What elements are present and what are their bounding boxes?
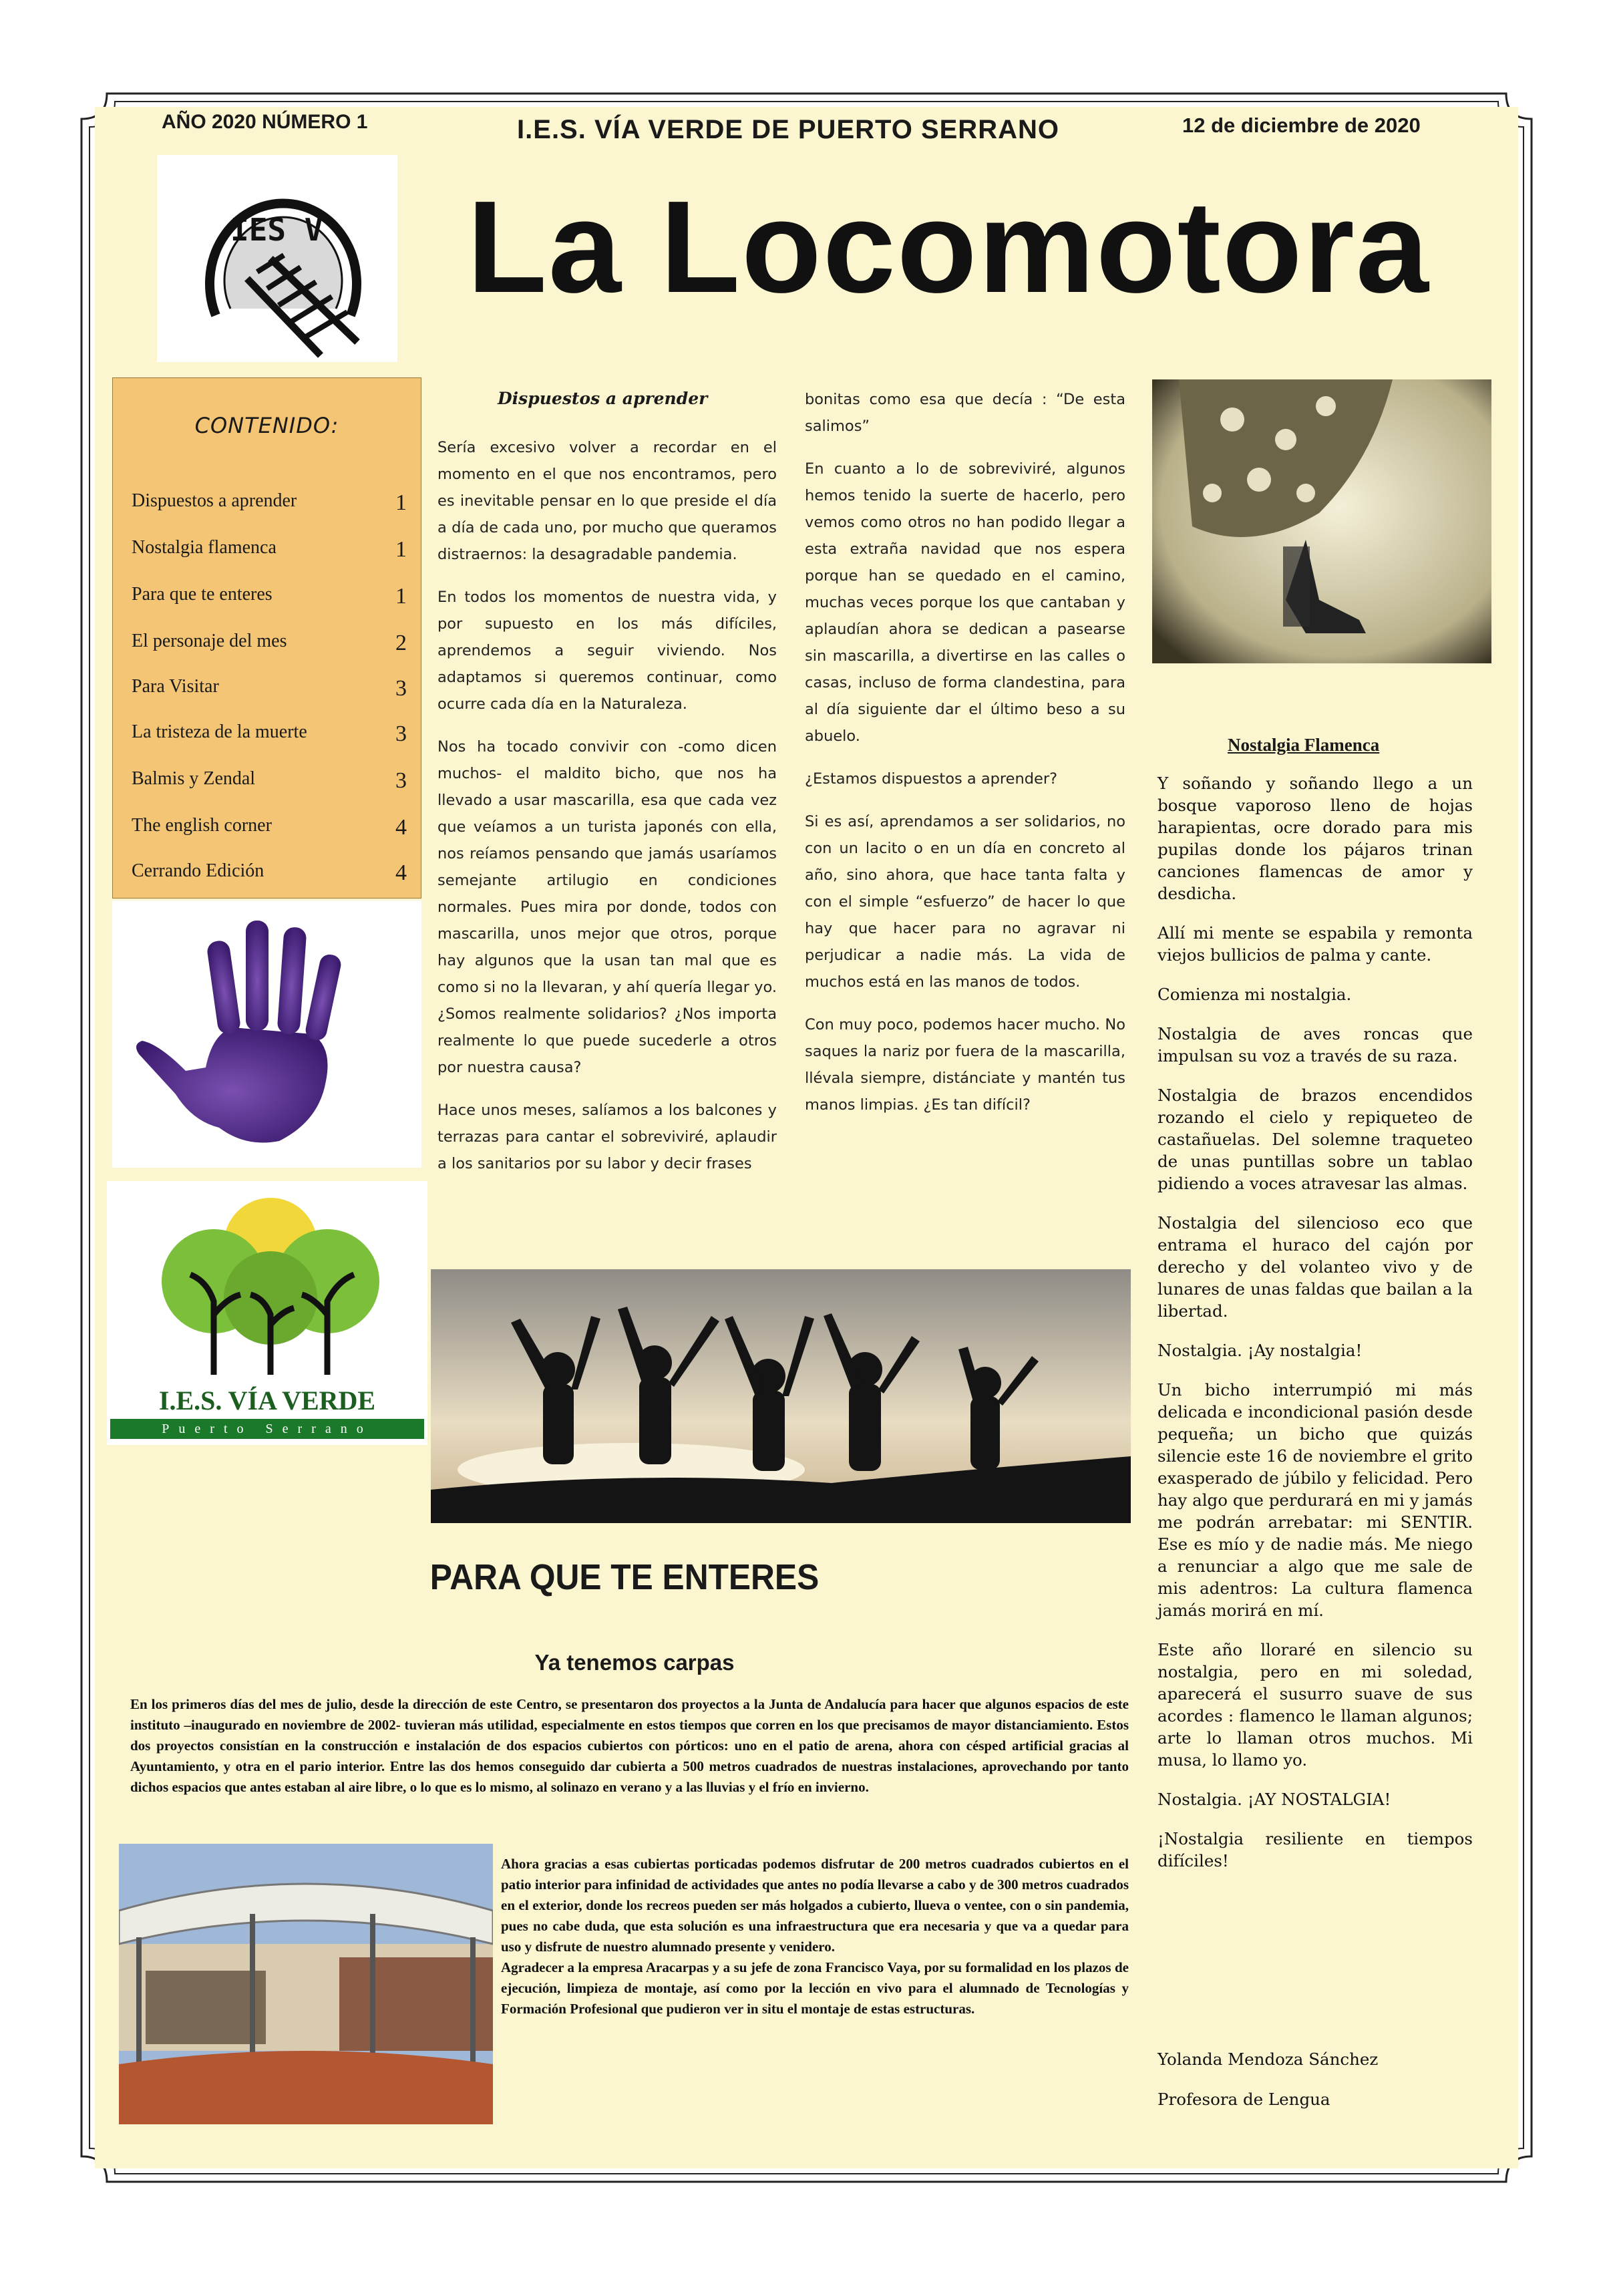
school-logo-name: I.E.S. VÍA VERDE xyxy=(158,1385,376,1416)
article-author-role: Profesora de Lengua xyxy=(1157,2090,1330,2109)
toc-item[interactable]: Cerrando Edición 4 xyxy=(132,860,407,885)
toc-title: CONTENIDO: xyxy=(194,413,339,438)
article-title-carpas: Ya tenemos carpas xyxy=(534,1650,735,1675)
article-nostalgia-body: Y soñando y soñando llego a un bosque vaporoso lleno de hojas harapientas, ocre dorado para mis pupilas donde los pájaros trinan canciones flamencas de amor y desdicha. Allí mi mente se espabila y remonta viejos bullicios de palma y cante. Comienza mi nostalgia. Nostalgia de aves roncas que impulsan su voz a través de su raza. Nostalgia de brazos encendidos rozando el cielo y repiqueteo de castañuelas. Del solemne traqueteo de unas puntillas sobre un tablao pidiendo a voces atravesar las almas. Nostalgia del silencioso eco que entrama el huraco del cajón por derecho y del volanteo vivo y de lunares de unas faldas que bailan a la libertad. Nostalgia. ¡Ay nostalgia! Un bicho interrumpió mi más delicada e incondicional pasión desde pequeña; un bicho que quizás silencie este 16 de noviembre el grito exasperado de júbilo y felicidad. Pero hay algo que perdurará en mi y jamás me podrán arrebatar: mi SENTIR. Ese es mío y de nadie más. Me niego a renunciar a algo que me sale de mis adentros: La cultura flamenca jamás morirá en mí. Este año lloraré en silencio su nostalgia, pero en mi soledad, aparecerá el susurro suave de sus acordes : flamenco le llaman algunos; arte lo llaman otros muchos. Mi musa, lo llamo yo. Nostalgia. ¡AY NOSTALGIA! ¡Nostalgia resiliente en tiempos difíciles! xyxy=(1157,774,1473,1870)
newspaper-title: La Locomotora xyxy=(467,174,1430,320)
handprint-image xyxy=(112,900,421,1168)
school-header: I.E.S. VÍA VERDE DE PUERTO SERRANO xyxy=(517,115,1059,144)
toc-item[interactable]: El personaje del mes 2 xyxy=(132,631,407,655)
toc-item[interactable]: Para que te enteres 1 xyxy=(132,584,407,609)
toc-item[interactable]: Para Visitar 3 xyxy=(132,676,407,701)
article-author: Yolanda Mendoza Sánchez xyxy=(1157,2049,1379,2069)
flamenco-dancer-photo xyxy=(1152,379,1491,663)
canopy-photo xyxy=(119,1844,493,2124)
article-carpas-intro: En los primeros días del mes de julio, desde la dirección de este Centro, se presentaron dos proyectos a la Junta de Andalucía para hacer que algunos espacios de este instituto –inaugurado en noviembre de 2002- tuvieran más utilidad, especialmente en estos tiempos que corren en los que precisamos de mayor distanciamiento. Estos dos proyectos consistían en la construcción e instalación de dos espacios cubiertos con pórticos: uno en el patio de arena, ahora con césped artificial gracias al Ayuntamiento, y otra en el pario interior. Entre las dos hemos conseguido dar cubierta a 500 metros cuadrados de nuestras instalaciones, aprovechando por tanto dichos espacios que antes estaban al aire libre, o lo que es lo mismo, al solinazo en verano y a las lluvias y el frío en invierno. xyxy=(130,1696,1129,1795)
section-heading-para-que-te-enteres: PARA QUE TE ENTERES xyxy=(429,1557,820,1597)
article-title-nostalgia: Nostalgia Flamenca xyxy=(1228,735,1380,755)
school-crest-logo xyxy=(157,155,397,362)
issue-date: 12 de diciembre de 2020 xyxy=(1182,114,1421,137)
toc-item[interactable]: The english corner 4 xyxy=(132,815,407,840)
issue-number: AÑO 2020 NÚMERO 1 xyxy=(162,111,368,133)
logo-text: IES V xyxy=(230,212,323,248)
school-logo-town: Puerto Serrano xyxy=(110,1419,424,1439)
article-title-dispuestos: Dispuestos a aprender xyxy=(498,389,708,408)
toc-item[interactable]: Dispuestos a aprender 1 xyxy=(132,490,407,515)
solidarity-silhouette-photo xyxy=(431,1269,1131,1523)
article-carpas-body: Ahora gracias a esas cubiertas porticadas podemos disfrutar de 200 metros cuadrados cubiertos en el patio interior para infinidad de actividades que antes no podía llevarse a cabo y de 300 metros cuadrados en el exterior, donde los recreos pueden ser más holgados a cubierto, llueva o ventee, con o sin pandemia, pues no cabe duda, que esta solución es una infraestructura que era necesaria y que va a quedar para uso y disfrute de nuestro alumnado presente y venidero. Agradecer a la empresa Aracarpas y a su jefe de zona Francisco Vaya, por su formalidad en los plazos de ejecución, limpieza de montaje, así como por la lección en vivo para el alumnado de Tecnologías y Formación Profesional que pudieron ver in situ el montaje de estas estructuras. xyxy=(501,1856,1129,2017)
toc-item[interactable]: Balmis y Zendal 3 xyxy=(132,768,407,793)
table-of-contents xyxy=(112,377,421,898)
toc-item[interactable]: Nostalgia flamenca 1 xyxy=(132,537,407,562)
toc-item[interactable]: La tristeza de la muerte 3 xyxy=(132,721,407,746)
article-dispuestos-col2: bonitas como esa que decía : “De esta salimos” En cuanto a lo de sobreviviré, algunos hemos tenido la suerte de hacerlo, pero vemos como otros no han podido llegar a esta extraña navidad que nos espera porque han se quedado en el camino, muchas veces porque los que cantaban y aplaudían ahora se dedican a pasearse sin mascarilla, a divertirse en las calles o casas, incluso de forma clandestina, para al día siguiente dar el último beso a su abuelo. ¿Estamos dispuestos a aprender? Si es así, aprendamos a ser solidarios, no con un lacito o en un día en concreto al año, sino ahora, que hace tanta falta y con el simple “esfuerzo” de hacer lo que hay que hacer para no agravar ni perjudicar a nadie más. La vida de muchos está en las manos de todos. Con muy poco, podemos hacer mucho. No saques la nariz por fuera de la mascarilla, llévala siempre, distánciate y mantén tus manos limpias. ¿Es tan difícil? xyxy=(805,391,1125,1114)
school-logo-trees xyxy=(107,1181,427,1445)
article-dispuestos-col1: Sería excesivo volver a recordar en el momento en el que nos encontramos, pero es inevitable pensar en lo que preside el día a día de cada uno, por mucho que queramos distraernos: la desagradable pandemia. En todos los momentos de nuestra vida, y por supuesto en los más difíciles, aprendemos a seguir viviendo. Nos adaptamos si queremos continuar, como ocurre cada día en la Naturaleza. Nos ha tocado convivir con -como dicen muchos- el maldito bicho, que nos ha llevado a usar mascarilla, esa que cada vez que veíamos a un turista japonés con ella, nos reíamos pensando que jamás usaríamos semejante artilugio en condiciones normales. Pues mira por donde, todos con mascarilla, unos mejor que otros, porque hay algunos que la usan tan mal que es como si no la llevaran, y ahí quería llegar yo. ¿Somos realmente solidarios? ¿Nos importa realmente lo que puede sucederle a otros por nuestra causa? Hace unos meses, salíamos a los balcones y terrazas para cantar el sobreviviré, aplaudir a los sanitarios por su labor y decir frases xyxy=(437,439,777,1172)
